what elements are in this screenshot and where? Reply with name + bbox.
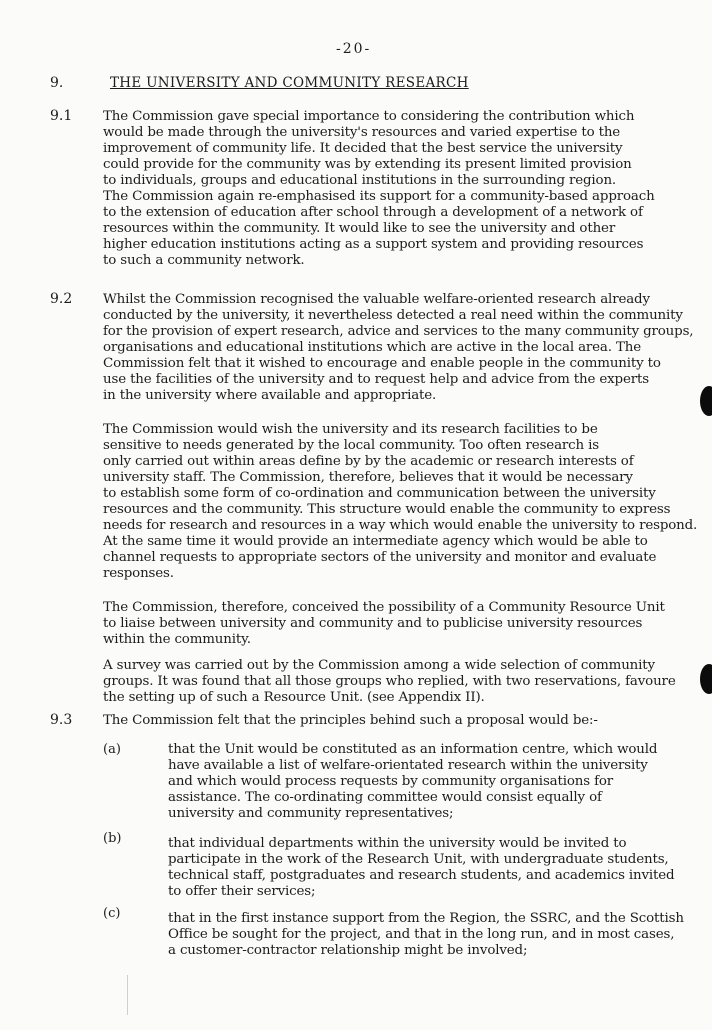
- text-line: that individual departments within the university would be invited to: [168, 836, 627, 851]
- text-line: within the community.: [103, 632, 251, 647]
- text-line: to offer their services;: [168, 884, 316, 899]
- text-line: improvement of community life. It decided that the best service the university: [103, 141, 623, 156]
- text-line: organisations and educational institutions which are active in the local area. The: [103, 340, 642, 355]
- text-line: university and community representatives;: [168, 806, 454, 821]
- paragraph-9-1: [103, 109, 701, 269]
- text-line: A survey was carried out by the Commission among a wide selection of community: [103, 658, 655, 673]
- text-line: to individuals, groups and educational institutions in the surrounding region.: [103, 173, 617, 188]
- text-line: The Commission again re-emphasised its support for a community-based approach: [103, 189, 655, 204]
- text-line: resources within the community. It would like to see the university and other: [103, 221, 616, 236]
- text-line: The Commission would wish the university and its research facilities to be: [103, 422, 598, 437]
- text-line: in the university where available and appropriate.: [103, 388, 437, 403]
- text-line: for the provision of expert research, advice and services to the many community groups,: [103, 324, 694, 339]
- text-line: only carried out within areas define by by the academic or research interests of: [103, 454, 634, 469]
- page-number: -20-: [336, 41, 372, 57]
- text-line: university staff. The Commission, therefore, believes that it would be necessary: [103, 470, 633, 485]
- paragraph-resource-unit: [103, 600, 701, 648]
- text-line: participate in the work of the Research Unit, with undergraduate students,: [168, 852, 669, 867]
- text-line: would be made through the university's resources and varied expertise to the: [103, 125, 621, 140]
- paragraph-number-9-3: 9.3: [50, 712, 73, 728]
- text-line: to liaise between university and community and to publicise university resources: [103, 616, 643, 631]
- text-line: conducted by the university, it nevertheless detected a real need within the community: [103, 308, 683, 323]
- paragraph-survey: [103, 658, 701, 706]
- text-line: responses.: [103, 566, 174, 581]
- text-line: a customer-contractor relationship might be involved;: [168, 943, 528, 958]
- text-line: The Commission, therefore, conceived the possibility of a Community Resource Unit: [103, 600, 665, 615]
- text-line: technical staff, postgraduates and research students, and academics invited: [168, 868, 675, 883]
- binder-hole-blot: [700, 664, 712, 694]
- sub-item-label-c: (c): [103, 906, 121, 921]
- paragraph-number-9-2: 9.2: [50, 291, 73, 307]
- text-line: to such a community network.: [103, 253, 305, 268]
- text-line: assistance. The co-ordinating committee would consist equally of: [168, 790, 602, 805]
- text-line: needs for research and resources in a way which would enable the university to respond.: [103, 518, 698, 533]
- sub-item-label-a: (a): [103, 742, 121, 757]
- text-line: The Commission gave special importance to considering the contribution which: [103, 109, 635, 124]
- text-line: Whilst the Commission recognised the valuable welfare-oriented research already: [103, 292, 650, 307]
- text-line: channel requests to appropriate sectors of the university and monitor and evaluate: [103, 550, 657, 565]
- scan-mark: [127, 975, 128, 1015]
- text-line: to the extension of education after school through a development of a network of: [103, 205, 643, 220]
- text-line: groups. It was found that all those groups who replied, with two reservations, favoure: [103, 674, 676, 689]
- paragraph-number-9-1: 9.1: [50, 108, 73, 124]
- text-line: that in the first instance support from the Region, the SSRC, and the Scottish: [168, 911, 684, 926]
- text-line: and which would process requests by community organisations for: [168, 774, 614, 789]
- text-line: At the same time it would provide an intermediate agency which would be able to: [103, 534, 648, 549]
- text-line: Commission felt that it wished to encourage and enable people in the community to: [103, 356, 661, 371]
- paragraph-9-2: [103, 292, 701, 404]
- binder-hole-blot: [700, 386, 712, 416]
- text-line: resources and the community. This structure would enable the community to express: [103, 502, 671, 517]
- text-line: sensitive to needs generated by the local community. Too often research is: [103, 438, 599, 453]
- paragraph-needs: [103, 422, 701, 582]
- text-line: The Commission felt that the principles behind such a proposal would be:-: [103, 713, 598, 728]
- sub-item-label-b: (b): [103, 831, 122, 846]
- text-line: could provide for the community was by extending its present limited provision: [103, 157, 632, 172]
- section-number: 9.: [50, 75, 64, 91]
- sub-item-a: [168, 742, 700, 822]
- text-line: Office be sought for the project, and that in the long run, and in most cases,: [168, 927, 675, 942]
- text-line: the setting up of such a Resource Unit. (see Appendix II).: [103, 690, 485, 705]
- sub-item-c: [168, 911, 700, 959]
- text-line: have available a list of welfare-orientated research within the university: [168, 758, 648, 773]
- text-line: to establish some form of co-ordination and communication between the university: [103, 486, 656, 501]
- sub-item-b: [168, 836, 700, 900]
- text-line: that the Unit would be constituted as an information centre, which would: [168, 742, 658, 757]
- paragraph-9-3: [103, 713, 701, 729]
- text-line: use the facilities of the university and to request help and advice from the experts: [103, 372, 649, 387]
- section-title: THE UNIVERSITY AND COMMUNITY RESEARCH: [110, 75, 469, 91]
- text-line: higher education institutions acting as a support system and providing resources: [103, 237, 644, 252]
